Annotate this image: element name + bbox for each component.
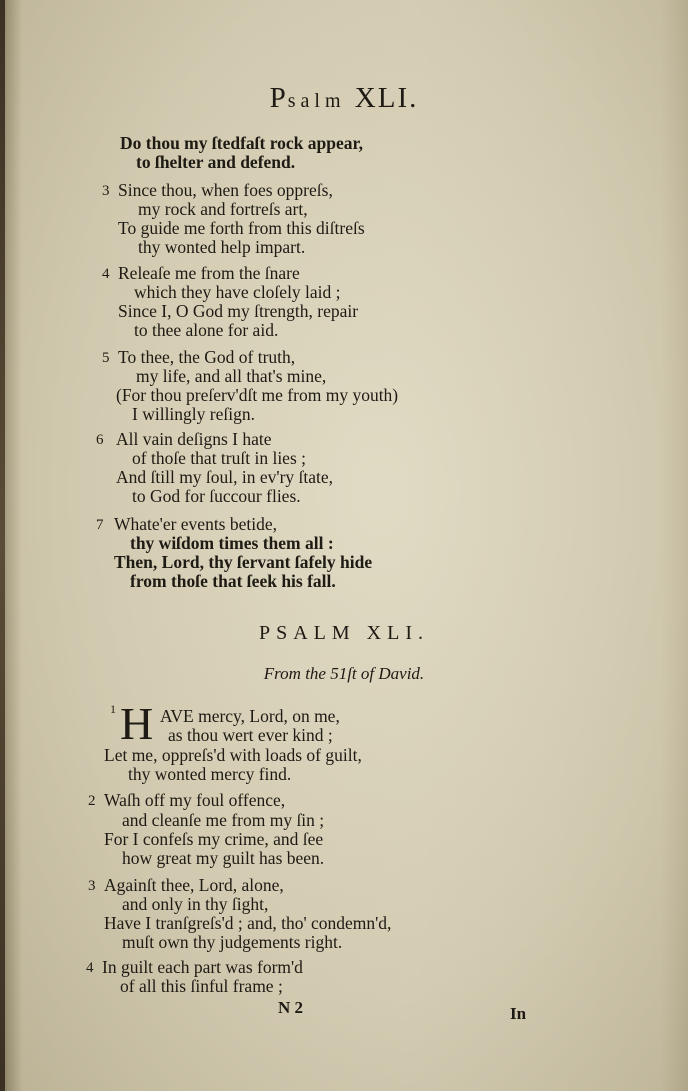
verse-line: To thee, the God of truth,	[118, 347, 296, 367]
header-small-caps: salm	[287, 90, 346, 112]
verse-line: thy wonted mercy find.	[128, 764, 292, 784]
verse-line: Releaſe me from the ſnare	[118, 263, 300, 283]
stanza-number: 4	[86, 960, 94, 976]
stanza-number: 3	[102, 183, 110, 199]
verse-line: All vain deſigns I hate	[116, 429, 272, 449]
verse-line: Since thou, when foes oppreſs,	[118, 180, 333, 200]
verse-line: I willingly reſign.	[132, 404, 255, 424]
verse-line: how great my guilt has been.	[122, 848, 325, 868]
stanza-number: 3	[88, 878, 96, 894]
verse-line: Againſt thee, Lord, alone,	[104, 875, 284, 895]
section-subtitle: From the 51ſt of David.	[263, 664, 425, 683]
verse-line: muſt own thy judgements right.	[122, 932, 343, 952]
running-header	[0, 82, 688, 115]
stanza-number: 7	[96, 517, 104, 533]
catchword: In	[510, 1004, 527, 1023]
stanza-number: 2	[88, 793, 96, 809]
verse-line: To guide me forth from this diſtreſs	[118, 218, 365, 238]
verse-line: to God for ſuccour flies.	[132, 486, 301, 506]
verse-line: which they have cloſely laid ;	[134, 282, 341, 302]
verse-line: to thee alone for aid.	[134, 320, 279, 340]
header-numeral: XLI.	[354, 82, 419, 114]
stanza-number: 1	[110, 702, 116, 716]
verse-line: For I confeſs my crime, and ſee	[104, 829, 324, 849]
verse-line: In guilt each part was form'd	[102, 957, 303, 977]
verse-line: (For thou preſerv'dſt me from my youth)	[116, 385, 399, 405]
verse-line: Do thou my ſtedfaſt rock appear,	[120, 133, 364, 153]
verse-line: Then, Lord, thy ſervant ſafely hide	[114, 552, 373, 572]
stanza-number: 5	[102, 350, 110, 366]
signature-mark: N 2	[278, 998, 304, 1017]
verse-line: Whate'er events betide,	[114, 514, 278, 534]
header-first-letter: P	[269, 82, 288, 114]
page-gutter-shadow	[0, 0, 5, 1091]
stanza-number: 6	[96, 432, 104, 448]
verse-line: of all this ſinful frame ;	[120, 976, 283, 996]
verse-line: of thoſe that truſt in lies ;	[132, 448, 307, 468]
verse-line: thy wiſdom times them all :	[130, 533, 334, 553]
verse-line: my life, and all that's mine,	[136, 366, 327, 386]
verse-line: Have I tranſgreſs'd ; and, tho' condemn'd,	[104, 913, 392, 933]
verse-line: and cleanſe me from my ſin ;	[122, 810, 325, 830]
verse-line: And ſtill my ſoul, in ev'ry ſtate,	[116, 467, 334, 487]
verse-line: and only in thy ſight,	[122, 894, 269, 914]
stanza-number: 4	[102, 266, 110, 282]
verse-line: to ſhelter and defend.	[136, 152, 296, 172]
verse-line: AVE mercy, Lord, on me,	[160, 706, 340, 726]
drop-capital: H	[120, 698, 154, 749]
verse-line: Waſh off my foul offence,	[104, 790, 286, 810]
verse-line: Since I, O God my ſtrength, repair	[118, 301, 359, 321]
section-heading: PSALM XLI.	[258, 622, 429, 644]
verse-line: as thou wert ever kind ;	[168, 725, 333, 745]
verse-line: Let me, oppreſs'd with loads of guilt,	[104, 745, 362, 765]
verse-line: my rock and fortreſs art,	[138, 199, 308, 219]
verse-line: thy wonted help impart.	[138, 237, 306, 257]
verse-line: from thoſe that ſeek his fall.	[130, 571, 336, 591]
